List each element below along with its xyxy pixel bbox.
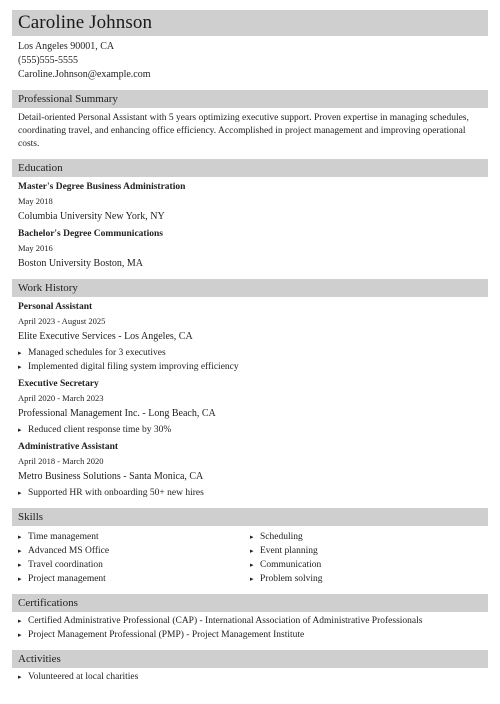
summary-heading: Professional Summary — [18, 93, 118, 105]
name-header — [12, 10, 488, 36]
school: Columbia University New York, NY — [18, 211, 165, 222]
graduation-date: May 2018 — [18, 196, 53, 206]
phone: (555)555-5555 — [18, 55, 78, 66]
job-dates: April 2023 - August 2025 — [18, 316, 106, 326]
contact-info — [12, 36, 488, 82]
candidate-name: Caroline Johnson — [18, 12, 153, 33]
activities-heading-bar — [12, 650, 488, 668]
list-item: ▸ Supported HR with onboarding 50+ new hires — [18, 488, 204, 498]
list-item: ▸ Project management — [18, 574, 106, 584]
bullet-icon: ▸ — [18, 631, 22, 639]
skills-heading: Skills — [18, 511, 44, 523]
bullet-icon: ▸ — [18, 426, 22, 434]
list-item: ▸ Problem solving — [250, 574, 323, 584]
bullet-icon: ▸ — [18, 349, 22, 357]
bullet-icon: ▸ — [18, 547, 22, 555]
list-item: ▸ Implemented digital filing system improving efficiency — [18, 362, 239, 372]
graduation-date: May 2016 — [18, 243, 53, 253]
bullet-icon: ▸ — [18, 363, 22, 371]
bullet-icon: ▸ — [250, 561, 254, 569]
degree: Bachelor's Degree Communications — [18, 229, 163, 239]
job-dates: April 2020 - March 2023 — [18, 393, 104, 403]
list-item: ▸ Certified Administrative Professional (CAP) - International Association of Administrative Professionals — [18, 616, 423, 626]
company: Metro Business Solutions - Santa Monica, CA — [18, 471, 204, 482]
job-title: Administrative Assistant — [18, 442, 119, 452]
company: Elite Executive Services - Los Angeles, CA — [18, 331, 193, 342]
activities-list — [18, 670, 482, 684]
education-list — [12, 181, 488, 271]
list-item: ▸ Volunteered at local charities — [18, 672, 139, 682]
certifications-heading: Certifications — [18, 597, 78, 609]
school: Boston University Boston, MA — [18, 258, 144, 269]
education-heading-bar — [12, 159, 488, 177]
education-item — [18, 181, 482, 224]
certifications-list — [18, 614, 482, 642]
address: Los Angeles 90001, CA — [18, 41, 115, 52]
certifications-heading-bar — [12, 594, 488, 612]
skills-column-right — [250, 530, 482, 586]
email: Caroline.Johnson@example.com — [18, 69, 151, 80]
work-heading-bar — [12, 279, 488, 297]
company: Professional Management Inc. - Long Beach, CA — [18, 408, 216, 419]
work-item — [18, 441, 482, 500]
bullet-icon: ▸ — [18, 617, 22, 625]
job-title: Personal Assistant — [18, 302, 93, 312]
work-item — [18, 378, 482, 437]
skills-heading-bar — [12, 508, 488, 526]
bullet-icon: ▸ — [18, 673, 22, 681]
bullet-icon: ▸ — [18, 575, 22, 583]
summary-text: Detail-oriented Personal Assistant with 5 years optimizing executive support. Proven expertise in managing schedules, coordinating travel, and enhancing office efficiency. Accomplished in project management and improving operational costs. — [18, 113, 469, 149]
bullet-icon: ▸ — [18, 489, 22, 497]
job-title: Executive Secretary — [18, 379, 99, 389]
degree: Master's Degree Business Administration — [18, 182, 186, 192]
list-item: ▸ Travel coordination — [18, 560, 103, 570]
bullet-icon: ▸ — [250, 575, 254, 583]
bullet-icon: ▸ — [18, 561, 22, 569]
list-item: ▸ Time management — [18, 532, 99, 542]
list-item: ▸ Event planning — [250, 546, 318, 556]
education-heading: Education — [18, 162, 63, 174]
skills-list — [18, 528, 482, 586]
list-item: ▸ Reduced client response time by 30% — [18, 425, 172, 435]
list-item: ▸ Managed schedules for 3 executives — [18, 348, 166, 358]
education-item — [18, 228, 482, 271]
activities-heading: Activities — [18, 653, 61, 665]
list-item: ▸ Project Management Professional (PMP) - Project Management Institute — [18, 630, 305, 640]
list-item: ▸ Communication — [250, 560, 322, 570]
bullet-icon: ▸ — [18, 533, 22, 541]
job-dates: April 2018 - March 2020 — [18, 456, 104, 466]
list-item: ▸ Scheduling — [250, 532, 303, 542]
list-item: ▸ Advanced MS Office — [18, 546, 110, 556]
work-item — [18, 301, 482, 374]
bullet-icon: ▸ — [250, 547, 254, 555]
skills-column-left — [18, 530, 250, 586]
work-heading: Work History — [18, 282, 78, 294]
bullet-icon: ▸ — [250, 533, 254, 541]
summary-heading-bar — [12, 90, 488, 108]
work-list — [12, 301, 488, 500]
